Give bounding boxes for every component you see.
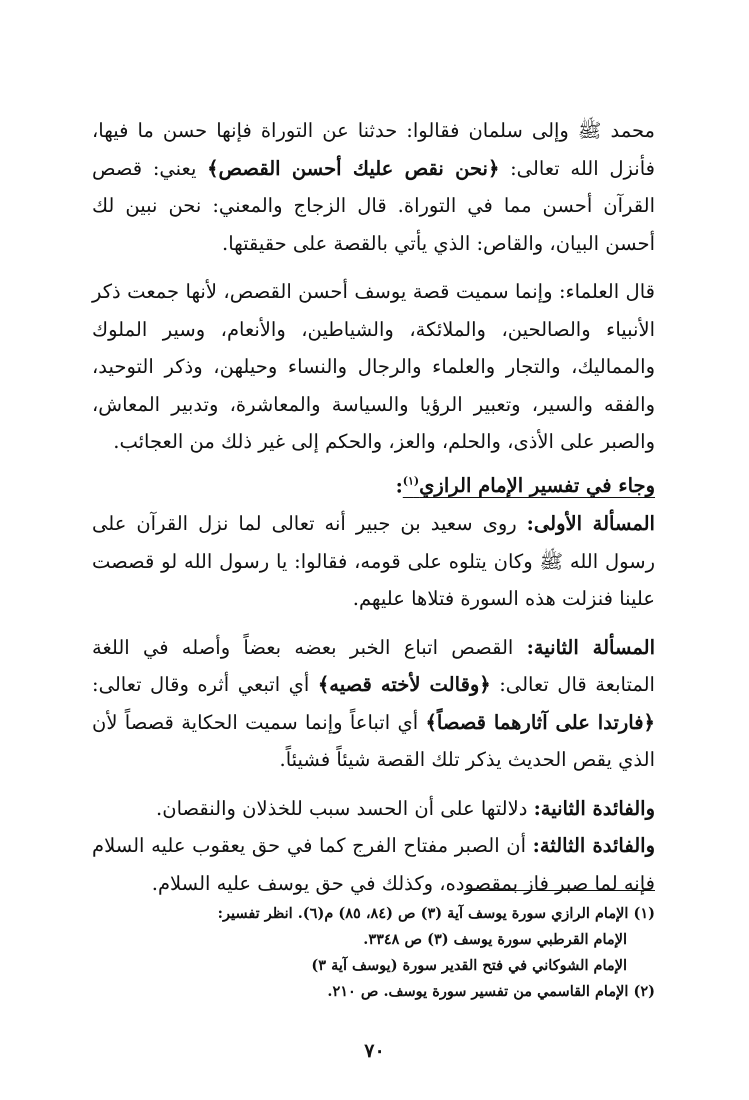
section-heading-text: وجاء في تفسير الإمام الرازي [419, 474, 655, 497]
paragraph-4-text-c: أي اتباعاً وإنما سميت الحكاية قصصاً لأن الذي يقص الحديث يذكر تلك القصة شيئاً فشيئاً. [92, 710, 655, 771]
footnote-1-line-1: (١) الإمام الرازي سورة يوسف آية (٣) ص (٨٤، ٨٥) م(٦). انظر تفسير: [217, 905, 655, 922]
footnote-2-line-1: (٢) الإمام القاسمي من تفسير سورة يوسف. ص ٢١٠. [327, 983, 655, 1000]
footnote-1-line-3: الإمام الشوكاني في فتح القدير سورة (يوسف آية ٣) [311, 957, 627, 974]
paragraph-4-text-b: أي اتبعي أثره وقال تعالى: [92, 673, 318, 696]
paragraph-1-text-b: يعني: قصص القرآن أحسن مما في التوراة. قال الزجاج والمعني: نحن نبين لك أحسن البيان، والقاص: الذي يأتي بالقصة على حقيقتها. [92, 156, 655, 255]
paragraph-1 [92, 112, 655, 262]
section-heading-row [92, 463, 655, 506]
quran-verse: ﴿نحن نقص عليك أحسن القصص﴾ [207, 156, 500, 180]
footnotes [92, 890, 655, 1005]
quran-verse: ﴿وقالت لأخته قصيه﴾ [317, 673, 491, 696]
page-number: ٧٠ [364, 1040, 385, 1062]
section-heading [403, 474, 655, 497]
section-heading-colon: : [395, 474, 403, 497]
benefit-2-label: والفائدة الثانية: [533, 796, 655, 820]
paragraph-5 [92, 790, 655, 828]
footnote-divider [465, 890, 655, 891]
paragraph-6-text: أن الصبر مفتاح الفرج كما في حق يعقوب عليه السلام فإنه لما صبر فاز بمقصوده، وكذلك في حق يوسف عليه السلام. [92, 834, 655, 895]
paragraph-3 [92, 505, 655, 618]
footnote-reference: (١) [402, 474, 420, 488]
paragraph-5-text: دلالتها على أن الحسد سبب للخذلان والنقصان. [156, 796, 534, 820]
paragraph-1-text-a: محمد ﷺ وإلى سلمان فقالوا: حدثنا عن التوراة فإنها حسن ما فيها، فأنزل الله تعالى: [92, 119, 655, 180]
quran-verse: ﴿فارتدا على آثارهما قصصاً﴾ [425, 710, 655, 734]
paragraph-4-text-a: القصص اتباع الخبر بعضه بعضاً وأصله في اللغة المتابعة قال تعالى: [92, 635, 655, 696]
issue-1-label: المسألة الأولى: [526, 512, 655, 535]
benefit-3-label: والفائدة الثالثة: [532, 834, 655, 857]
issue-2-label: المسألة الثانية: [526, 635, 655, 659]
paragraph-4 [92, 629, 655, 779]
paragraph-2: قال العلماء: وإنما سميت قصة يوسف أحسن القصص، لأنها جمعت ذكر الأنبياء والصالحين، والملائكة، والشياطين، والأنعام، وسير الملوك والمماليك، والتجار والعلماء والرجال والنساء وحيلهن، وذكر التوحيد، والفقه والسير، وتعبير الرؤيا والسياسة والمعاشرة، وتدبير المعاش، والصبر على الأذى، والحلم، والعز، والحكم إلى غير ذلك من العجائب. [92, 280, 655, 453]
paragraph-3-text: روى سعيد بن جبير أنه تعالى لما نزل القرآن على رسول الله ﷺ وكان يتلوه على قومه، فقالوا: يا رسول الله لو قصصت علينا فنزلت هذه السورة فتلاها عليهم. [92, 512, 655, 610]
footnote-1-line-2: الإمام القرطبي سورة يوسف (٣) ص ٣٣٤٨. [363, 931, 627, 948]
